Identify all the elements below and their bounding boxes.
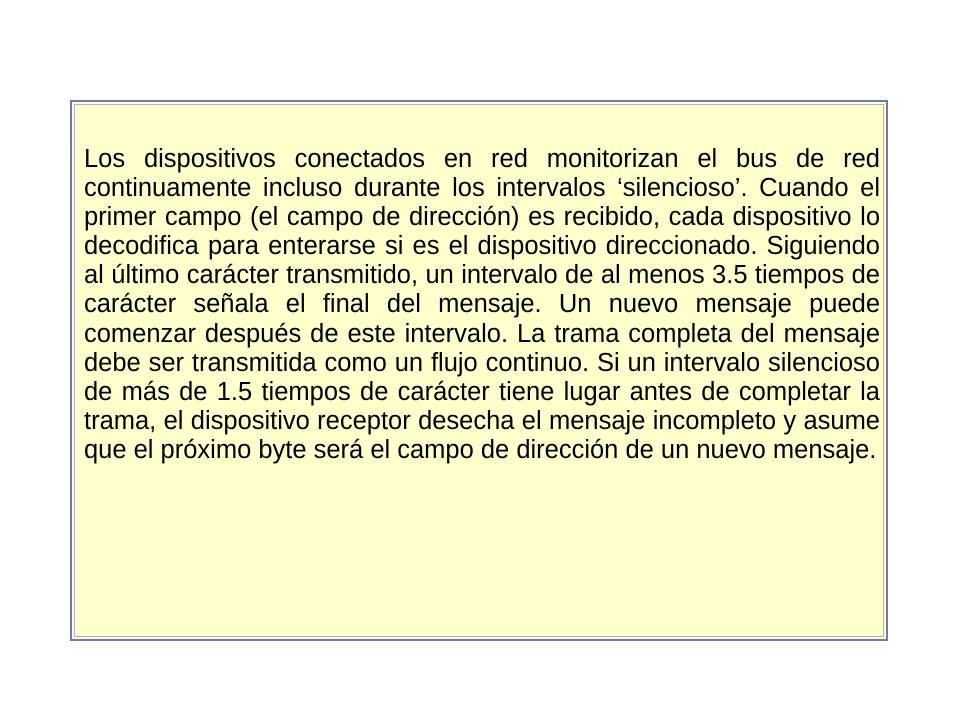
text-box [70, 100, 888, 641]
body-paragraph: Los dispositivos conectados en red monitorizan el bus de red continuamente incluso durante los intervalos ‘silencioso’. Cuando el primer campo (el campo de dirección) es recibido, cada dispositivo lo decodifica para enterarse si es el dispositivo direccionado. Siguiendo al último carácter transmitido, un intervalo de al menos 3.5 tiempos de carácter señala el final del mensaje. Un nuevo mensaje puede comenzar después de este intervalo. La trama completa del mensaje debe ser transmitida como un flujo continuo. Si un intervalo silencioso de más de 1.5 tiempos de carácter tiene lugar antes de completar la trama, el dispositivo receptor desecha el mensaje incompleto y asume que el próximo byte será el campo de dirección de un nuevo mensaje. [84, 145, 880, 464]
